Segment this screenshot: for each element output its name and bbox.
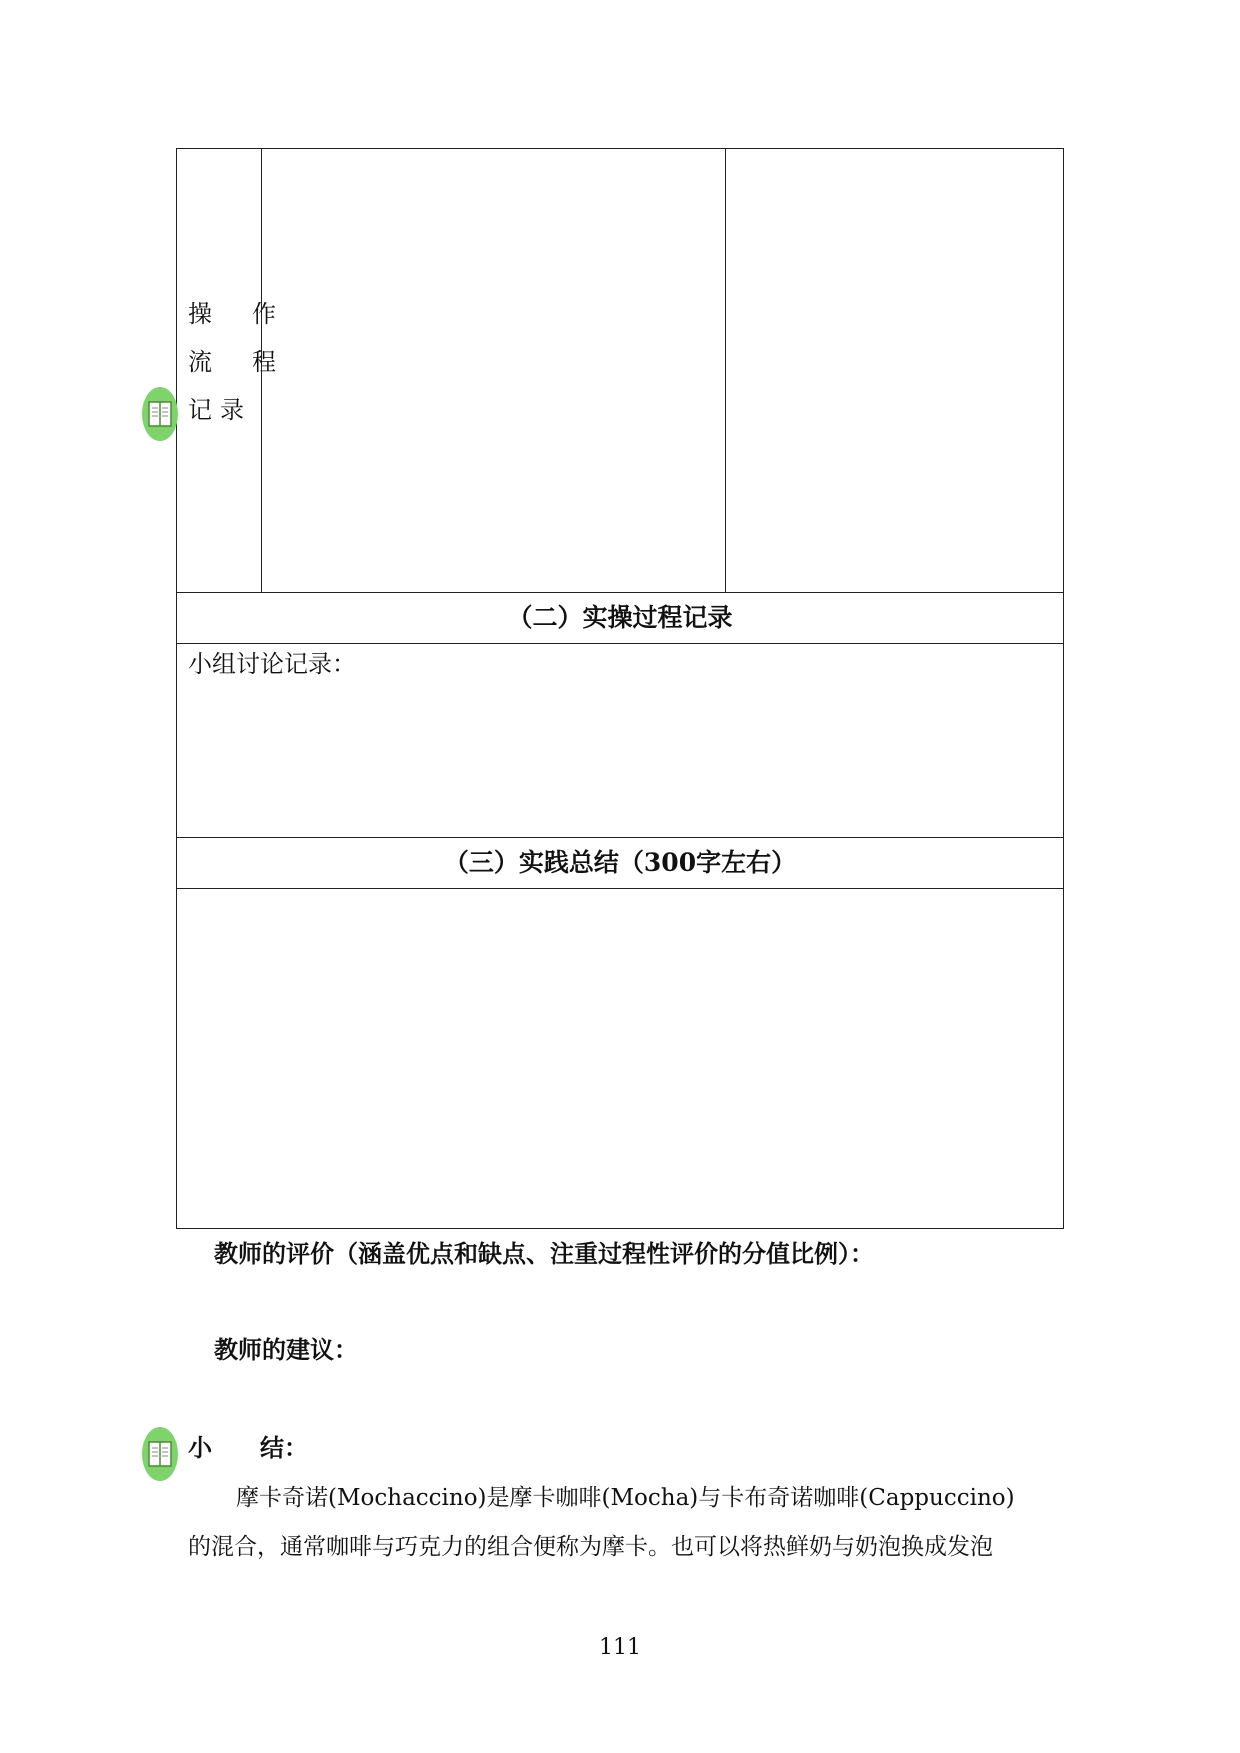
teacher-evaluation-label: 教师的评价（涵盖优点和缺点、注重过程性评价的分值比例）：: [214, 1239, 874, 1268]
section3-title: （三）实践总结（300字左右）: [443, 848, 797, 877]
process-label-line-3: 记录: [188, 396, 252, 424]
row-divider-1: [176, 592, 1064, 593]
summary-line-2: 的混合，通常咖啡与巧克力的组合便称为摩卡。也可以将热鲜奶与奶泡换成发泡: [188, 1534, 993, 1560]
book-icon: [142, 1427, 178, 1481]
row-divider-4: [176, 888, 1064, 889]
process-label-line-2: 流 程: [188, 348, 284, 376]
book-icon: [142, 387, 178, 441]
process-label: [188, 290, 284, 434]
practice-record-table: [176, 148, 1064, 1229]
row-divider-2: [176, 643, 1064, 644]
teacher-suggestion-label: 教师的建议：: [214, 1335, 358, 1364]
discussion-label: 小组讨论记录：: [188, 650, 356, 678]
process-label-line-1: 操 作: [188, 300, 284, 328]
summary-line-1: 摩卡奇诺(Mochaccino)是摩卡咖啡(Mocha)与卡布奇诺咖啡(Cappuccino): [236, 1485, 1015, 1511]
summary-heading: 小 结：: [188, 1433, 308, 1462]
row-divider-3: [176, 837, 1064, 838]
section2-title: （二）实操过程记录: [507, 603, 733, 632]
page-number: 111: [599, 1635, 641, 1660]
column-divider-2: [725, 148, 726, 593]
